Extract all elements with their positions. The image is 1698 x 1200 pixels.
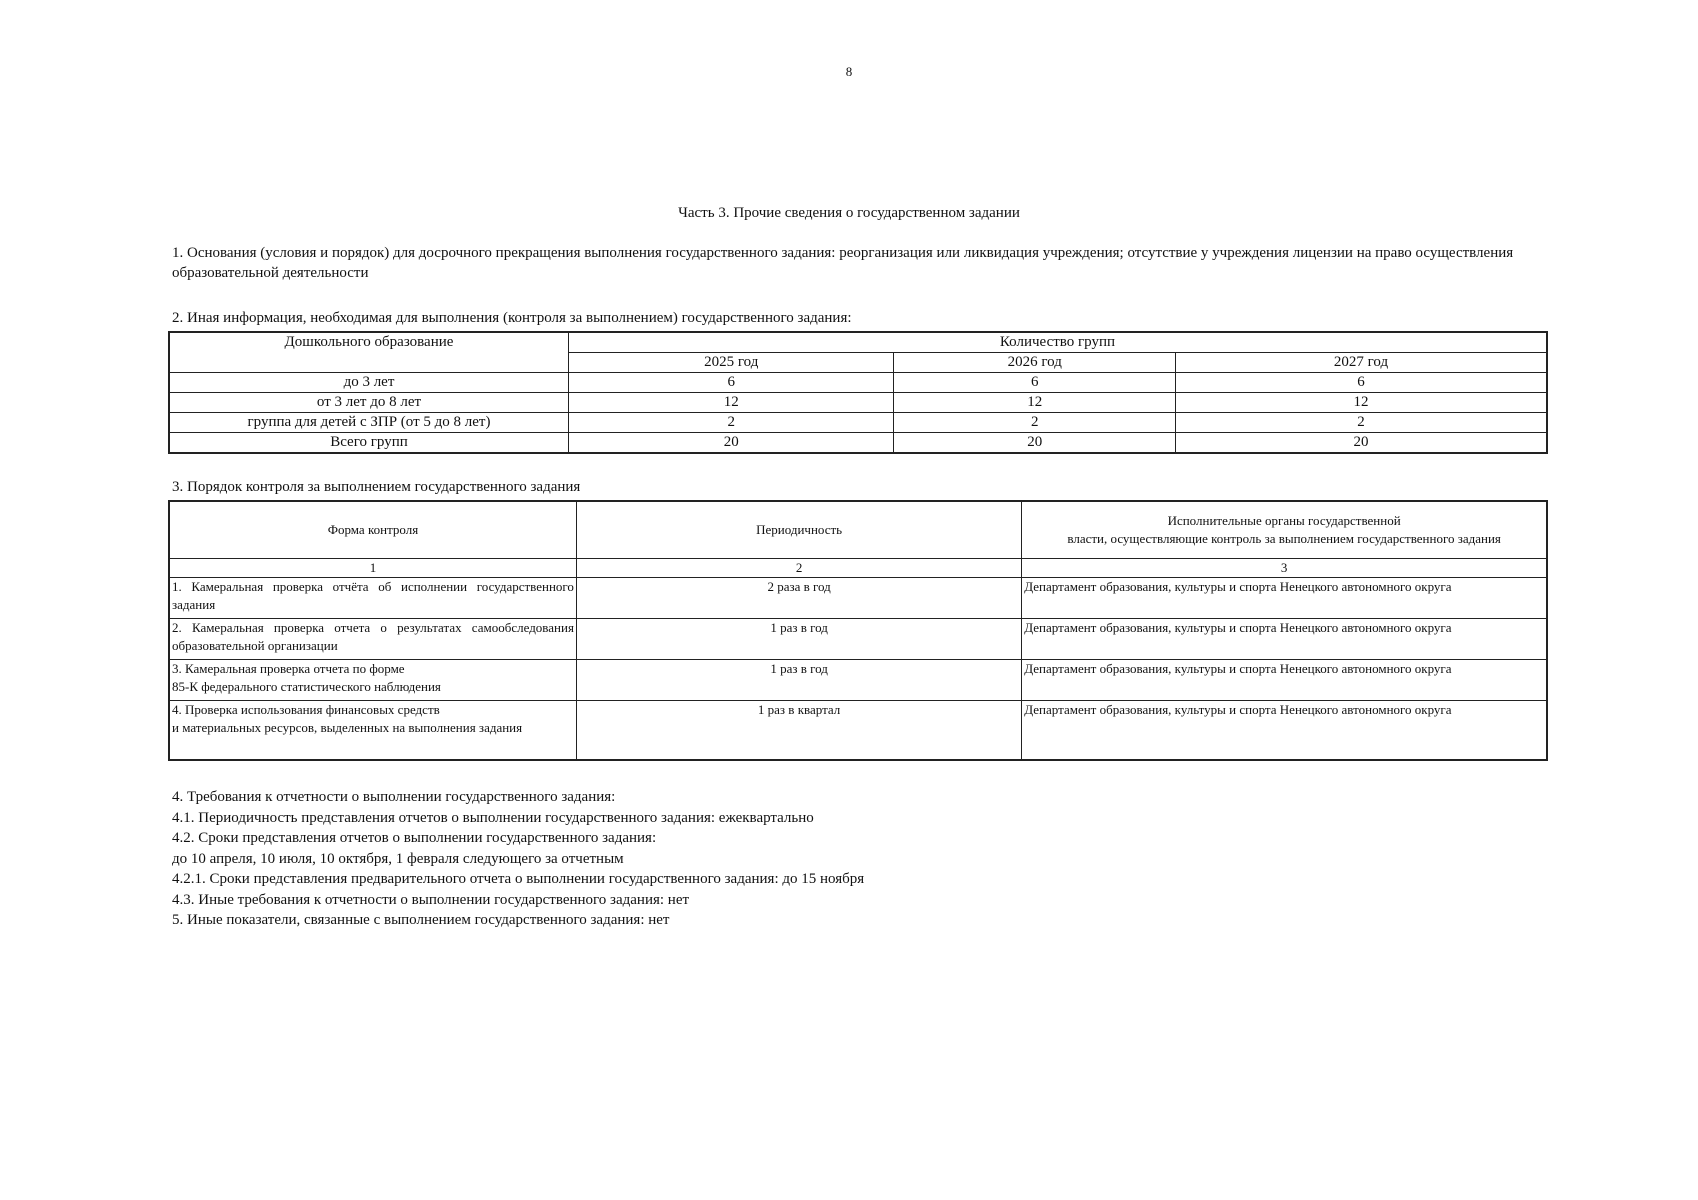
control-period: 2 раза в год	[576, 578, 1021, 619]
cell-value: 20	[1176, 433, 1547, 454]
control-period: 1 раз в год	[576, 619, 1021, 660]
control-form-line: 4. Проверка использования финансовых средств	[172, 702, 440, 717]
column-number: 3	[1022, 559, 1547, 578]
control-organ: Департамент образования, культуры и спорта Ненецкого автономного округа	[1022, 578, 1547, 619]
requirement-line: 4.3. Иные требования к отчетности о выполнении государственного задания: нет	[172, 891, 690, 908]
year-header: 2026 год	[894, 353, 1176, 373]
requirement-line: 4.2. Сроки представления отчетов о выполнении государственного задания:	[172, 830, 657, 846]
cell-value: 12	[568, 393, 894, 413]
row-label: от 3 лет до 8 лет	[169, 393, 568, 413]
table-row	[169, 373, 1547, 393]
control-period: 1 раз в квартал	[576, 701, 1021, 761]
column-number: 2	[576, 559, 1021, 578]
year-header: 2025 год	[568, 353, 894, 373]
table-row-total	[169, 433, 1547, 454]
row-label: группа для детей с ЗПР (от 5 до 8 лет)	[169, 413, 568, 433]
cell-value: 12	[1176, 393, 1547, 413]
section-2-title: 2. Иная информация, необходимая для выполнения (контроля за выполнением) государственного задания:	[172, 310, 852, 326]
part-title: Часть 3. Прочие сведения о государственном задании	[678, 205, 1020, 221]
cell-value: 6	[568, 373, 894, 393]
group-count-header: Количество групп	[568, 332, 1547, 353]
organs-header	[1022, 501, 1547, 559]
requirement-line: до 10 апреля, 10 июля, 10 октября, 1 февраля следующего за отчетным	[172, 850, 624, 867]
cell-value: 12	[894, 393, 1176, 413]
control-period: 1 раз в год	[576, 660, 1021, 701]
organs-header-line: власти, осуществляющие контроль за выполнением государственного задания	[1067, 531, 1501, 546]
table-row	[169, 701, 1547, 761]
section-3-title: 3. Порядок контроля за выполнением государственного задания	[172, 479, 581, 495]
table-row	[169, 413, 1547, 433]
row-label: до 3 лет	[169, 373, 568, 393]
control-form: 2. Камеральная проверка отчета о результатах самообследования образовательной организации	[169, 619, 576, 660]
requirement-line: 4.2.1. Сроки представления предварительного отчета о выполнении государственного задания: до 15 ноября	[172, 871, 865, 887]
year-header: 2027 год	[1176, 353, 1547, 373]
control-organ: Департамент образования, культуры и спорта Ненецкого автономного округа	[1022, 701, 1547, 761]
column-numbers-row	[169, 559, 1547, 578]
table-row	[169, 393, 1547, 413]
control-organ: Департамент образования, культуры и спорта Ненецкого автономного округа	[1022, 619, 1547, 660]
groups-table	[168, 331, 1548, 454]
requirement-line: 4.1. Периодичность представления отчетов о выполнении государственного задания: ежеквартально	[172, 809, 814, 826]
section-1-grounds: 1. Основания (условия и порядок) для досрочного прекращения выполнения государственного задания: реорганизация или ликвидация учреждения; отсутствие у учреждения лицензии на право осуществления образовательной деятельности	[172, 245, 1514, 281]
cell-value: 2	[568, 413, 894, 433]
requirement-line: 4. Требования к отчетности о выполнении государственного задания:	[172, 789, 616, 805]
requirement-line: 5. Иные показатели, связанные с выполнением государственного задания: нет	[172, 912, 670, 928]
cell-value: 6	[1176, 373, 1547, 393]
column-number: 1	[169, 559, 576, 578]
groups-header-row	[169, 332, 1547, 353]
reporting-requirements	[172, 787, 864, 931]
organs-header-line: Исполнительные органы государственной	[1167, 513, 1401, 528]
cell-value: 20	[894, 433, 1176, 454]
row-label: Всего групп	[169, 433, 568, 454]
control-table	[168, 500, 1548, 761]
control-form: 1. Камеральная проверка отчёта об исполнении государственного задания	[169, 578, 576, 619]
table-row	[169, 619, 1547, 660]
control-organ: Департамент образования, культуры и спорта Ненецкого автономного округа	[1022, 660, 1547, 701]
cell-value: 6	[894, 373, 1176, 393]
control-header-row	[169, 501, 1547, 559]
control-form	[169, 660, 576, 701]
control-form-line: и материальных ресурсов, выделенных на выполнения задания	[172, 720, 523, 735]
table-row	[169, 578, 1547, 619]
table-row	[169, 660, 1547, 701]
control-form	[169, 701, 576, 761]
cell-value: 20	[568, 433, 894, 454]
page-number: 8	[845, 64, 853, 79]
cell-value: 2	[1176, 413, 1547, 433]
form-header: Форма контроля	[169, 501, 576, 559]
cell-value: 2	[894, 413, 1176, 433]
control-form-line: 85-К федерального статистического наблюдения	[172, 679, 441, 694]
control-form-line: 3. Камеральная проверка отчета по форме	[172, 661, 405, 676]
period-header: Периодичность	[576, 501, 1021, 559]
preschool-header: Дошкольного образование	[169, 332, 568, 373]
